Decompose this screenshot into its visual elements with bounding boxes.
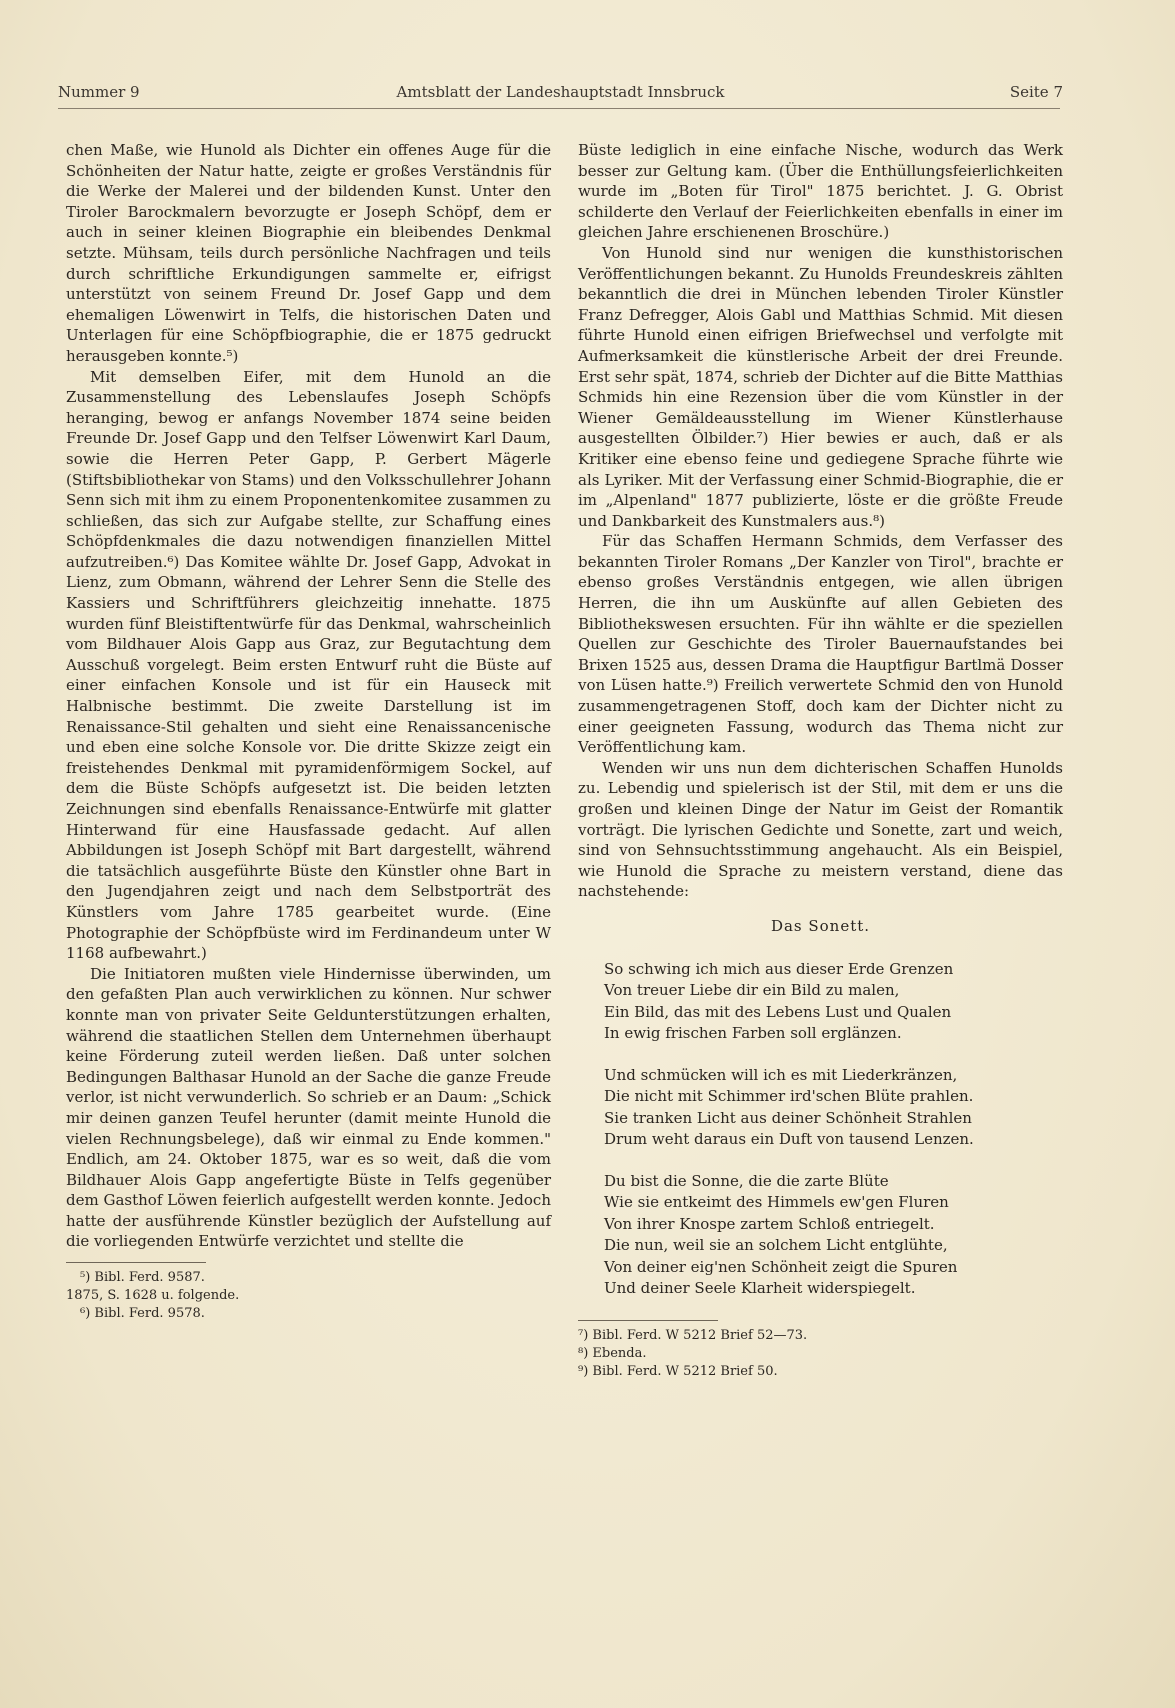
poem-line: So schwing ich mich aus dieser Erde Grenzen bbox=[604, 959, 954, 978]
paragraph: Büste lediglich in eine einfache Nische, wodurch das Werk besser zur Geltung kam. (Über die Enthüllungsfeierlichkeiten wurde im „Boten für Tirol" 1875 berichtet. J. G. Obrist schilderte den Verlauf der Feierlichkeiten ebenfalls in einer im gleichen Jahre erschienenen Broschüre.) bbox=[578, 141, 1063, 242]
poem-line: Ein Bild, das mit des Lebens Lust und Qualen bbox=[604, 1002, 952, 1021]
poem-stanza bbox=[604, 1065, 1063, 1151]
poem-line: Drum weht daraus ein Duft von tausend Lenzen. bbox=[604, 1130, 974, 1149]
footnote: ⁶) Bibl. Ferd. 9578. bbox=[80, 1306, 205, 1322]
paragraph: Wenden wir uns nun dem dichterischen Schaffen Hunolds zu. Lebendig und spielerisch ist der Stil, mit dem er uns die großen und kleinen Dinge der Natur im Geist der Romantik vorträgt. Die lyrischen Gedichte und Sonette, zart und weich, sind von Sehnsuchtsstimmung angehaucht. Als ein Beispiel, wie Hunold die Sprache zu meistern verstand, diene das nachstehende: bbox=[578, 758, 1063, 901]
poem-line: Und deiner Seele Klarheit widerspiegelt. bbox=[604, 1279, 916, 1298]
poem-line: Die nun, weil sie an solchem Licht entglühte, bbox=[604, 1236, 948, 1255]
paragraph: Für das Schaffen Hermann Schmids, dem Verfasser des bekannten Tiroler Romans „Der Kanzler von Tirol", brachte er ebenso großes Verständnis entgegen, wie allen übrigen Herren, die ihn um Auskünfte auf allen Gebieten des Bibliothekswesen ersuchten. Für ihn wählte er die speziellen Quellen zur Geschichte des Tiroler Bauernaufstandes bei Brixen 1525 aus, dessen Drama die Hauptfigur Bartlmä Dosser von Lüsen hatte.⁹) Freilich verwertete Schmid den von Hunold zusammengetragenen Stoff, doch kam der Dichter nicht zu einer geeigneten Fassung, wodurch das Thema nicht zur Veröffentlichung kam. bbox=[578, 532, 1063, 757]
poem-line: Und schmücken will ich es mit Liederkränzen, bbox=[604, 1065, 958, 1084]
footnotes bbox=[66, 1269, 551, 1323]
poem-line: Von deiner eig'nen Schönheit zeigt die Spuren bbox=[604, 1257, 958, 1276]
left-column bbox=[66, 140, 551, 1323]
poem-stanza bbox=[604, 1171, 1063, 1300]
publication-title: Amtsblatt der Landeshauptstadt Innsbruck bbox=[396, 83, 725, 101]
poem-line: Sie tranken Licht aus deiner Schönheit Strahlen bbox=[604, 1108, 972, 1127]
paragraph: Mit demselben Eifer, mit dem Hunold an die Zusammenstellung des Lebenslaufes Joseph Schöpfs heranging, bewog er anfangs November 1874 seine beiden Freunde Dr. Josef Gapp und den Telfser Löwenwirt Karl Daum, sowie die Herren Peter Gapp, P. Gerbert Mägerle (Stiftsbibliothekar von Stams) und den Volksschullehrer Johann Senn sich mit ihm zu einem Proponentenkomitee zusammen zu schließen, das sich zur Aufgabe stellte, zur Schaffung eines Schöpfdenkmales die dazu notwendigen finanziellen Mittel aufzutreiben.⁶) Das Komitee wählte Dr. Josef Gapp, Advokat in Lienz, zum Obmann, während der Lehrer Senn die Stelle des Kassiers und Schriftführers gleichzeitig innehatte. 1875 wurden fünf Bleistiftentwürfe für das Denkmal, wahrscheinlich vom Bildhauer Alois Gapp aus Graz, zur Begutachtung dem Ausschuß vorgelegt. Beim ersten Entwurf ruht die Büste auf einer einfachen Konsole und ist für ein Hauseck mit Halbnische bestimmt. Die zweite Darstellung ist im Renaissance-Stil gehalten und sieht eine Renaissancenische und eben eine solche Konsole vor. Die dritte Skizze zeigt ein freistehendes Denkmal mit pyramidenförmigem Sockel, auf dem die Büste Schöpfs aufgesetzt ist. Die beiden letzten Zeichnungen sind ebenfalls Renaissance-Entwürfe mit glatter Hinterwand für eine Hausfassade gedacht. Auf allen Abbildungen ist Joseph Schöpf mit Bart dargestellt, während die tatsächlich ausgeführte Büste den Künstler ohne Bart in den Jugendjahren zeigt und nach dem Selbstporträt des Künstlers vom Jahre 1785 gearbeitet wurde. (Eine Photographie der Schöpfbüste wird im Ferdinandeum unter W 1168 aufbewahrt.) bbox=[66, 367, 551, 963]
right-column bbox=[578, 140, 1063, 1381]
poem-line: Von treuer Liebe dir ein Bild zu malen, bbox=[604, 981, 900, 1000]
paragraph: Die Initiatoren mußten viele Hindernisse überwinden, um den gefaßten Plan auch verwirklichen zu können. Nur schwer konnte man von privater Seite Geldunterstützungen erhalten, während die staatlichen Stellen dem Unternehmen überhaupt keine Förderung zuteil werden ließen. Daß unter solchen Bedingungen Balthasar Hunold an der Sache die ganze Freude verlor, ist nicht verwunderlich. So schrieb er an Daum: „Schick mir deinen ganzen Teufel herunter (damit meinte Hunold die vielen Rechnungsbelege), daß wir einmal zu Ende kommen." Endlich, am 24. Oktober 1875, war es so weit, daß die vom Bildhauer Alois Gapp angefertigte Büste in Telfs gegenüber dem Gasthof Löwen feierlich aufgestellt werden konnte. Jedoch hatte der ausführende Künstler bezüglich der Aufstellung auf die vorliegenden Entwürfe verzichtet und stellte die bbox=[66, 964, 551, 1251]
paragraph: Von Hunold sind nur wenigen die kunsthistorischen Veröffentlichungen bekannt. Zu Hunolds Freundeskreis zählten bekanntlich die drei in München lebenden Tiroler Künstler Franz Defregger, Alois Gabl und Matthias Schmid. Mit diesen führte Hunold einen eifrigen Briefwechsel und verfolgte mit Aufmerksamkeit die künstlerische Arbeit der drei Freunde. Erst sehr spät, 1874, schrieb der Dichter auf die Bitte Matthias Schmids hin eine Rezension über die vom Künstler in der Wiener Gemäldeausstellung im Wiener Künstlerhause ausgestellten Ölbilder.⁷) Hier bewies er auch, daß er als Kritiker eine ebenso feine und gediegene Sprache führte wie als Lyriker. Mit der Verfassung einer Schmid-Biographie, die er im „Alpenland" 1877 publizierte, löste er die größte Freude und Dankbarkeit des Kunstmalers aus.⁸) bbox=[578, 243, 1063, 530]
page-number: Seite 7 bbox=[1009, 83, 1063, 101]
poem-line: Die nicht mit Schimmer ird'schen Blüte prahlen. bbox=[604, 1087, 974, 1106]
footnote: ⁹) Bibl. Ferd. W 5212 Brief 50. bbox=[578, 1363, 778, 1379]
poem-title: Das Sonett. bbox=[770, 916, 871, 935]
poem-line: In ewig frischen Farben soll erglänzen. bbox=[604, 1024, 902, 1043]
footnote-divider bbox=[578, 1320, 718, 1321]
header-divider bbox=[58, 108, 1060, 109]
poem-line: Wie sie entkeimt des Himmels ew'gen Fluren bbox=[604, 1193, 949, 1212]
paragraph: chen Maße, wie Hunold als Dichter ein offenes Auge für die Schönheiten der Natur hatte, zeigte er großes Verständnis für die Werke der Malerei und der bildenden Kunst. Unter den Tiroler Barockmalern bevorzugte er Joseph Schöpf, dem er auch in seiner kleinen Biographie ein bleibendes Denkmal setzte. Mühsam, teils durch persönliche Nachfragen und teils durch schriftliche Erkundigungen sammelte er, eifrigst unterstützt von seinem Freund Dr. Josef Gapp und dem ehemaligen Löwenwirt in Telfs, die historischen Daten und Unterlagen für eine Schöpfbiographie, die er 1875 gedruckt herausgeben konnte.⁵) bbox=[66, 141, 551, 365]
issue-number: Nummer 9 bbox=[58, 83, 140, 101]
footnote-divider bbox=[66, 1262, 206, 1263]
footnotes bbox=[578, 1327, 1063, 1381]
footnote: ⁸) Ebenda. bbox=[578, 1345, 647, 1361]
footnote: ⁷) Bibl. Ferd. W 5212 Brief 52—73. bbox=[578, 1327, 808, 1343]
footnote: 1875, S. 1628 u. folgende. bbox=[66, 1288, 240, 1304]
footnote: ⁵) Bibl. Ferd. 9587. bbox=[80, 1270, 205, 1286]
poem-line: Du bist die Sonne, die die zarte Blüte bbox=[604, 1171, 889, 1190]
poem-stanza bbox=[604, 959, 1063, 1045]
page-header bbox=[58, 83, 1063, 105]
poem-line: Von ihrer Knospe zartem Schloß entriegelt. bbox=[604, 1214, 935, 1233]
